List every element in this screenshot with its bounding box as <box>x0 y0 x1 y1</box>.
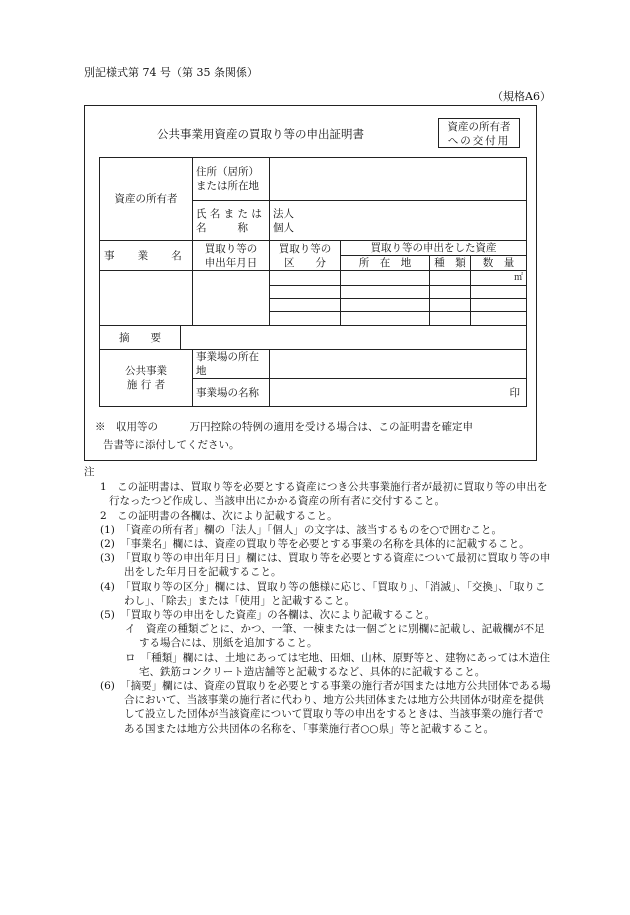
note-item: (2) 「事業名」欄には、資産の買取り等を必要とする事業の名称を具体的に記載すること。 <box>100 538 530 551</box>
executor-label-line-1: 公共事業 <box>125 365 167 377</box>
request-date-header <box>193 241 270 271</box>
delivery-copy-line-1: 資産の所有者 <box>447 121 511 133</box>
kind-cell[interactable] <box>430 271 471 286</box>
footnote-line-1: ※ 収用等の 万円控除の特例の適用を受ける場合は、この証明書を確定申 <box>95 421 473 433</box>
footnote <box>95 418 527 454</box>
project-name-header: 事 業 名 <box>100 241 193 271</box>
assets-header: 買取り等の申出をした資産 <box>341 241 527 256</box>
quantity-unit: ㎡ <box>471 271 527 286</box>
certificate-title: 公共事業用資産の買取り等の申出証明書 <box>157 127 364 141</box>
location-cell[interactable] <box>341 271 430 286</box>
note-item: (6) 「摘要」欄には、資産の買取りを必要とする事業の施行者が国または地方公共団体である場合において、当該事業の施行者に代わり、地方公共団体または地方公共団体が財産を提供して設立した団体が当該資産について買取り等の申出をするときは、当該事業の施行者である国または地方公共団体の名称を、「事業施行者○○県」等と記載すること。 <box>100 680 551 735</box>
notes-heading: 注 <box>84 466 95 478</box>
location-cell[interactable] <box>341 299 430 312</box>
site-name-label: 事業場の名称 <box>193 379 270 407</box>
quantity-cell[interactable] <box>471 286 527 299</box>
category-cell[interactable] <box>270 312 341 326</box>
form-number: 別記様式第 74 号（第 35 条関係） <box>84 66 258 79</box>
category-cell[interactable] <box>270 271 341 286</box>
option-corporation: 法人 <box>273 207 294 220</box>
request-date-header-line-2: 申出年月日 <box>204 256 258 269</box>
site-location-field[interactable] <box>270 350 527 379</box>
note-item: 1 この証明書は、買取り等を必要とする資産につき公共事業施行者が最初に買取り等の申出を行なったつど作成し、当該申出にかかる資産の所有者に交付すること。 <box>100 481 548 508</box>
name-label-line-1: 氏 名 ま た は <box>196 207 262 220</box>
option-individual: 個人 <box>273 221 294 234</box>
note-item: ロ 「種類」欄には、土地にあっては宅地、田畑、山林、原野等と、建物にあっては木造住宅、鉄筋コンクリート造店舗等と記載するなど、具体的に記載すること。 <box>125 651 551 678</box>
category-header-line-2: 区 分 <box>284 256 326 269</box>
name-field[interactable] <box>270 201 527 241</box>
location-cell[interactable] <box>341 312 430 326</box>
category-cell[interactable] <box>270 286 341 299</box>
kind-cell[interactable] <box>430 299 471 312</box>
request-date-field[interactable] <box>193 271 270 326</box>
location-cell[interactable] <box>341 286 430 299</box>
project-name-field[interactable] <box>100 271 193 326</box>
kind-header: 種 類 <box>430 256 471 271</box>
category-cell[interactable] <box>270 299 341 312</box>
name-label <box>193 201 270 241</box>
summary-label: 摘 要 <box>100 326 181 350</box>
category-header <box>270 241 341 271</box>
executor-label-line-2: 施 行 者 <box>126 379 166 391</box>
kind-cell[interactable] <box>430 286 471 299</box>
quantity-cell[interactable] <box>471 312 527 326</box>
footnote-line-2: 告書等に添付してください。 <box>103 439 240 451</box>
delivery-copy-box <box>438 118 520 148</box>
category-header-line-1: 買取り等の <box>278 242 332 255</box>
note-item: (4) 「買取り等の区分」欄には、買取り等の態様に応じ、「買取り」、「消滅」、「交換」、「取りこわし」、「除去」または「使用」と記載すること。 <box>100 580 546 607</box>
certificate-form <box>84 105 537 461</box>
site-name-field[interactable] <box>270 379 527 407</box>
instructions <box>84 465 554 736</box>
notes-list <box>84 480 554 736</box>
note-item: (5) 「買取り等の申出をした資産」の各欄は、次により記載すること。 <box>100 609 436 622</box>
address-label-line-2: または所在地 <box>196 180 259 192</box>
location-header: 所 在 地 <box>341 256 430 271</box>
address-field[interactable] <box>270 158 527 201</box>
address-label-line-1: 住所（居所） <box>196 166 259 178</box>
size-label: （規格A6） <box>492 90 551 103</box>
summary-field[interactable] <box>181 326 527 350</box>
note-item: 2 この証明書の各欄は、次により記載すること。 <box>100 509 338 522</box>
request-date-header-line-1: 買取り等の <box>204 242 258 255</box>
seal-mark: 印 <box>509 386 520 399</box>
delivery-copy-line-2: への交付用 <box>447 135 511 147</box>
name-label-line-2: 名 称 <box>196 221 249 234</box>
site-location-label: 事業場の所在地 <box>193 350 270 379</box>
executor-label <box>100 350 193 407</box>
quantity-header: 数 量 <box>471 256 527 271</box>
note-item: (3) 「買取り等の申出年月日」欄には、買取り等を必要とする資産について最初に買取り等の申出をした年月日を記載すること。 <box>100 552 551 579</box>
owner-label: 資産の所有者 <box>100 158 193 241</box>
kind-cell[interactable] <box>430 312 471 326</box>
quantity-cell[interactable] <box>471 299 527 312</box>
address-label <box>193 158 270 201</box>
certificate-table <box>99 157 527 407</box>
note-item: (1) 「資産の所有者」欄の「法人」「個人」の文字は、該当するものを○で囲むこと。 <box>100 523 503 536</box>
note-item: イ 資産の種類ごとに、かつ、一筆、一棟または一個ごとに別欄に記載し、記載欄が不足する場合には、別紙を追加すること。 <box>125 623 545 650</box>
